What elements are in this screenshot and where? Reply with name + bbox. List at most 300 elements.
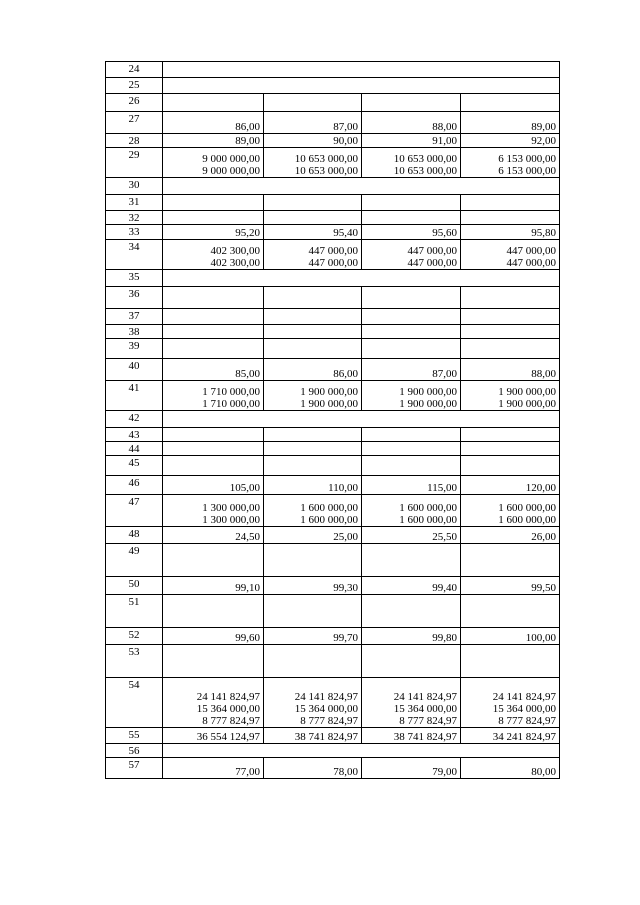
value-cell: [362, 287, 461, 309]
row-number-cell: 49: [106, 544, 163, 577]
value-cell: [264, 628, 362, 645]
cell-value: 1 600 000,00: [498, 514, 556, 526]
cell-value: 99,60: [235, 632, 260, 644]
value-cell: [163, 148, 264, 178]
row-number-cell: 33: [106, 225, 163, 240]
value-cell: [264, 595, 362, 628]
value-cell: [362, 442, 461, 456]
value-cell: [264, 112, 362, 134]
value-cell: [461, 678, 560, 728]
cell-value: [364, 430, 457, 441]
cell-value: 105,00: [229, 482, 260, 494]
row-number-cell: 34: [106, 240, 163, 270]
value-cell: [362, 359, 461, 381]
value-cell: [461, 544, 560, 577]
cell-value: [266, 565, 358, 576]
value-cell: [264, 577, 362, 595]
cell-value: 1 600 000,00: [300, 514, 358, 526]
cell-value: [266, 444, 358, 455]
table-row: [106, 428, 560, 442]
cell-value: 10 653 000,00: [393, 165, 457, 177]
value-cell: [461, 359, 560, 381]
table-row: [106, 678, 560, 728]
cell-value: [266, 213, 358, 224]
cell-value: [364, 553, 457, 564]
value-cell: [362, 595, 461, 628]
cell-value: 99,30: [333, 582, 358, 594]
cell-value: [165, 297, 260, 308]
value-cell: [163, 728, 264, 744]
cell-value: 34 241 824,97: [492, 731, 556, 743]
value-cell: [163, 112, 264, 134]
row-number-cell: 54: [106, 678, 163, 728]
value-cell: [362, 339, 461, 359]
value-cell: [264, 428, 362, 442]
cell-value: [165, 213, 260, 224]
value-cell: [461, 527, 560, 544]
table-row: [106, 758, 560, 779]
value-cell: [264, 442, 362, 456]
cell-value: [266, 430, 358, 441]
row-number-cell: 28: [106, 134, 163, 148]
table-row: [106, 577, 560, 595]
value-cell: [362, 628, 461, 645]
cell-value: [364, 213, 457, 224]
value-cell: [461, 211, 560, 225]
cell-value: 87,00: [333, 121, 358, 133]
cell-value: [463, 199, 556, 210]
cell-value: [463, 297, 556, 308]
value-cell: [461, 287, 560, 309]
cell-value: 79,00: [432, 766, 457, 778]
value-cell: [163, 240, 264, 270]
value-cell: [163, 544, 264, 577]
cell-value: 24 141 824,97: [393, 691, 457, 703]
value-cell: [461, 428, 560, 442]
value-cell: [362, 148, 461, 178]
value-cell: [264, 195, 362, 211]
value-cell: [461, 442, 560, 456]
value-cell: [163, 195, 264, 211]
value-cell: [163, 339, 264, 359]
value-cell: [461, 240, 560, 270]
cell-value: [165, 616, 260, 627]
value-cell: [461, 595, 560, 628]
value-cell: [362, 758, 461, 779]
cell-value: [364, 347, 457, 358]
cell-value: [266, 100, 358, 111]
cell-value: 9 000 000,00: [202, 153, 260, 165]
table-row: [106, 211, 560, 225]
cell-value: [364, 199, 457, 210]
cell-value: [463, 313, 556, 324]
cell-value: 402 300,00: [210, 245, 260, 257]
merged-empty-cell: [163, 78, 560, 94]
table-row: [106, 728, 560, 744]
value-cell: [362, 195, 461, 211]
cell-value: [165, 553, 260, 564]
cell-value: 1 900 000,00: [300, 386, 358, 398]
value-cell: [163, 577, 264, 595]
cell-value: [266, 313, 358, 324]
value-cell: [264, 325, 362, 339]
table-row: [106, 411, 560, 428]
cell-value: 1 900 000,00: [300, 398, 358, 410]
value-cell: [461, 577, 560, 595]
cell-value: [165, 430, 260, 441]
table-row: [106, 595, 560, 628]
value-cell: [461, 728, 560, 744]
value-cell: [362, 134, 461, 148]
cell-value: [266, 604, 358, 615]
value-cell: [163, 645, 264, 678]
cell-value: [266, 654, 358, 665]
cell-value: [463, 464, 556, 475]
value-cell: [362, 428, 461, 442]
value-cell: [163, 211, 264, 225]
cell-value: 15 364 000,00: [492, 703, 556, 715]
cell-value: 447 000,00: [407, 257, 457, 269]
cell-value: 95,40: [333, 227, 358, 239]
cell-value: 38 741 824,97: [393, 731, 457, 743]
value-cell: [461, 758, 560, 779]
cell-value: 100,00: [525, 632, 556, 644]
row-number-cell: 52: [106, 628, 163, 645]
row-number-cell: 41: [106, 381, 163, 411]
cell-value: 25,00: [333, 531, 358, 543]
cell-value: 89,00: [235, 135, 260, 147]
cell-value: 89,00: [531, 121, 556, 133]
cell-value: [364, 464, 457, 475]
value-cell: [264, 94, 362, 112]
table-row: [106, 148, 560, 178]
row-number-cell: 46: [106, 476, 163, 495]
value-cell: [362, 94, 461, 112]
value-cell: [163, 527, 264, 544]
value-cell: [264, 456, 362, 476]
cell-value: [165, 313, 260, 324]
cell-value: 24 141 824,97: [492, 691, 556, 703]
table-row: [106, 112, 560, 134]
cell-value: 95,80: [531, 227, 556, 239]
value-cell: [362, 325, 461, 339]
cell-value: [364, 444, 457, 455]
row-number-cell: 35: [106, 270, 163, 287]
cell-value: [266, 327, 358, 338]
cell-value: 1 600 000,00: [399, 502, 457, 514]
value-cell: [461, 134, 560, 148]
cell-value: [463, 347, 556, 358]
cell-value: 90,00: [333, 135, 358, 147]
value-cell: [264, 287, 362, 309]
row-number-cell: 32: [106, 211, 163, 225]
cell-value: 447 000,00: [506, 245, 556, 257]
table-body: [106, 62, 560, 779]
value-cell: [461, 628, 560, 645]
merged-empty-cell: [163, 178, 560, 195]
value-cell: [163, 678, 264, 728]
cell-value: 15 364 000,00: [393, 703, 457, 715]
cell-value: [364, 327, 457, 338]
row-number-cell: 55: [106, 728, 163, 744]
merged-empty-cell: [163, 62, 560, 78]
cell-value: 9 000 000,00: [202, 165, 260, 177]
cell-value: 8 777 824,97: [399, 715, 457, 727]
cell-value: 1 900 000,00: [498, 386, 556, 398]
value-cell: [461, 456, 560, 476]
table-row: [106, 270, 560, 287]
row-number-cell: 53: [106, 645, 163, 678]
value-cell: [264, 544, 362, 577]
value-cell: [461, 148, 560, 178]
value-cell: [264, 225, 362, 240]
cell-value: [463, 565, 556, 576]
cell-value: [364, 616, 457, 627]
row-number-cell: 44: [106, 442, 163, 456]
table-row: [106, 495, 560, 527]
row-number-cell: 51: [106, 595, 163, 628]
cell-value: 15 364 000,00: [196, 703, 260, 715]
cell-value: 1 600 000,00: [300, 502, 358, 514]
cell-value: 95,60: [432, 227, 457, 239]
table-row: [106, 527, 560, 544]
value-cell: [163, 428, 264, 442]
value-cell: [163, 758, 264, 779]
cell-value: 99,70: [333, 632, 358, 644]
table-row: [106, 240, 560, 270]
cell-value: 86,00: [235, 121, 260, 133]
merged-empty-cell: [163, 411, 560, 428]
cell-value: [463, 100, 556, 111]
row-number-cell: 38: [106, 325, 163, 339]
row-number-cell: 39: [106, 339, 163, 359]
value-cell: [264, 476, 362, 495]
cell-value: [463, 654, 556, 665]
value-cell: [362, 544, 461, 577]
cell-value: [165, 565, 260, 576]
data-table: [105, 61, 560, 779]
cell-value: 38 741 824,97: [294, 731, 358, 743]
row-number-cell: 25: [106, 78, 163, 94]
cell-value: 88,00: [432, 121, 457, 133]
cell-value: 86,00: [333, 368, 358, 380]
table-row: [106, 62, 560, 78]
value-cell: [461, 381, 560, 411]
cell-value: [165, 327, 260, 338]
value-cell: [461, 495, 560, 527]
cell-value: 1 900 000,00: [399, 386, 457, 398]
cell-value: 110,00: [328, 482, 358, 494]
table-row: [106, 178, 560, 195]
row-number-cell: 43: [106, 428, 163, 442]
table-row: [106, 442, 560, 456]
value-cell: [461, 645, 560, 678]
value-cell: [163, 359, 264, 381]
row-number-cell: 36: [106, 287, 163, 309]
value-cell: [362, 728, 461, 744]
cell-value: [364, 654, 457, 665]
value-cell: [362, 645, 461, 678]
cell-value: [266, 666, 358, 677]
table-row: [106, 94, 560, 112]
value-cell: [163, 225, 264, 240]
value-cell: [264, 527, 362, 544]
cell-value: 78,00: [333, 766, 358, 778]
table-row: [106, 339, 560, 359]
row-number-cell: 48: [106, 527, 163, 544]
table-row: [106, 195, 560, 211]
value-cell: [461, 325, 560, 339]
value-cell: [461, 225, 560, 240]
value-cell: [362, 112, 461, 134]
value-cell: [461, 195, 560, 211]
cell-value: 447 000,00: [308, 245, 358, 257]
cell-value: 1 300 000,00: [202, 514, 260, 526]
cell-value: 85,00: [235, 368, 260, 380]
merged-empty-cell: [163, 744, 560, 758]
cell-value: 26,00: [531, 531, 556, 543]
cell-value: 1 900 000,00: [498, 398, 556, 410]
cell-value: 95,20: [235, 227, 260, 239]
cell-value: 88,00: [531, 368, 556, 380]
row-number-cell: 42: [106, 411, 163, 428]
table-row: [106, 744, 560, 758]
value-cell: [362, 495, 461, 527]
value-cell: [264, 359, 362, 381]
cell-value: 1 600 000,00: [399, 514, 457, 526]
table-row: [106, 645, 560, 678]
cell-value: 1 300 000,00: [202, 502, 260, 514]
row-number-cell: 27: [106, 112, 163, 134]
cell-value: [165, 100, 260, 111]
value-cell: [264, 339, 362, 359]
cell-value: [165, 666, 260, 677]
cell-value: [266, 464, 358, 475]
value-cell: [264, 148, 362, 178]
value-cell: [362, 225, 461, 240]
value-cell: [264, 645, 362, 678]
table-row: [106, 309, 560, 325]
cell-value: 6 153 000,00: [498, 153, 556, 165]
row-number-cell: 50: [106, 577, 163, 595]
table-row: [106, 78, 560, 94]
cell-value: [266, 347, 358, 358]
value-cell: [163, 325, 264, 339]
value-cell: [163, 94, 264, 112]
cell-value: 99,40: [432, 582, 457, 594]
row-number-cell: 37: [106, 309, 163, 325]
cell-value: 10 653 000,00: [294, 165, 358, 177]
cell-value: 10 653 000,00: [294, 153, 358, 165]
row-number-cell: 29: [106, 148, 163, 178]
cell-value: [165, 444, 260, 455]
row-number-cell: 45: [106, 456, 163, 476]
cell-value: [364, 604, 457, 615]
cell-value: [364, 313, 457, 324]
cell-value: 24,50: [235, 531, 260, 543]
cell-value: [266, 199, 358, 210]
cell-value: 402 300,00: [210, 257, 260, 269]
value-cell: [264, 758, 362, 779]
cell-value: [165, 199, 260, 210]
value-cell: [362, 381, 461, 411]
cell-value: 8 777 824,97: [498, 715, 556, 727]
value-cell: [163, 456, 264, 476]
cell-value: [165, 464, 260, 475]
cell-value: 8 777 824,97: [300, 715, 358, 727]
row-number-cell: 56: [106, 744, 163, 758]
value-cell: [461, 309, 560, 325]
cell-value: 91,00: [432, 135, 457, 147]
value-cell: [362, 211, 461, 225]
table-row: [106, 456, 560, 476]
cell-value: 1 710 000,00: [202, 398, 260, 410]
cell-value: [463, 213, 556, 224]
merged-empty-cell: [163, 270, 560, 287]
value-cell: [163, 476, 264, 495]
value-cell: [163, 134, 264, 148]
cell-value: [364, 565, 457, 576]
value-cell: [461, 476, 560, 495]
table-row: [106, 287, 560, 309]
cell-value: 24 141 824,97: [294, 691, 358, 703]
cell-value: [463, 553, 556, 564]
value-cell: [362, 577, 461, 595]
cell-value: 80,00: [531, 766, 556, 778]
table-row: [106, 628, 560, 645]
cell-value: [364, 100, 457, 111]
cell-value: [266, 616, 358, 627]
row-number-cell: 40: [106, 359, 163, 381]
row-number-cell: 24: [106, 62, 163, 78]
cell-value: 447 000,00: [506, 257, 556, 269]
value-cell: [362, 309, 461, 325]
value-cell: [362, 678, 461, 728]
cell-value: 1 710 000,00: [202, 386, 260, 398]
cell-value: 10 653 000,00: [393, 153, 457, 165]
value-cell: [163, 287, 264, 309]
value-cell: [461, 112, 560, 134]
cell-value: [266, 297, 358, 308]
table-row: [106, 134, 560, 148]
value-cell: [264, 211, 362, 225]
cell-value: [364, 666, 457, 677]
cell-value: 447 000,00: [407, 245, 457, 257]
value-cell: [264, 381, 362, 411]
cell-value: 87,00: [432, 368, 457, 380]
value-cell: [264, 495, 362, 527]
cell-value: [463, 444, 556, 455]
value-cell: [362, 240, 461, 270]
cell-value: [463, 666, 556, 677]
value-cell: [163, 628, 264, 645]
cell-value: 25,50: [432, 531, 457, 543]
cell-value: 92,00: [531, 135, 556, 147]
row-number-cell: 26: [106, 94, 163, 112]
cell-value: [165, 654, 260, 665]
value-cell: [163, 495, 264, 527]
cell-value: 6 153 000,00: [498, 165, 556, 177]
value-cell: [163, 442, 264, 456]
cell-value: [463, 327, 556, 338]
cell-value: [463, 430, 556, 441]
value-cell: [461, 339, 560, 359]
cell-value: 99,10: [235, 582, 260, 594]
cell-value: 8 777 824,97: [202, 715, 260, 727]
row-number-cell: 31: [106, 195, 163, 211]
value-cell: [264, 240, 362, 270]
cell-value: [463, 604, 556, 615]
